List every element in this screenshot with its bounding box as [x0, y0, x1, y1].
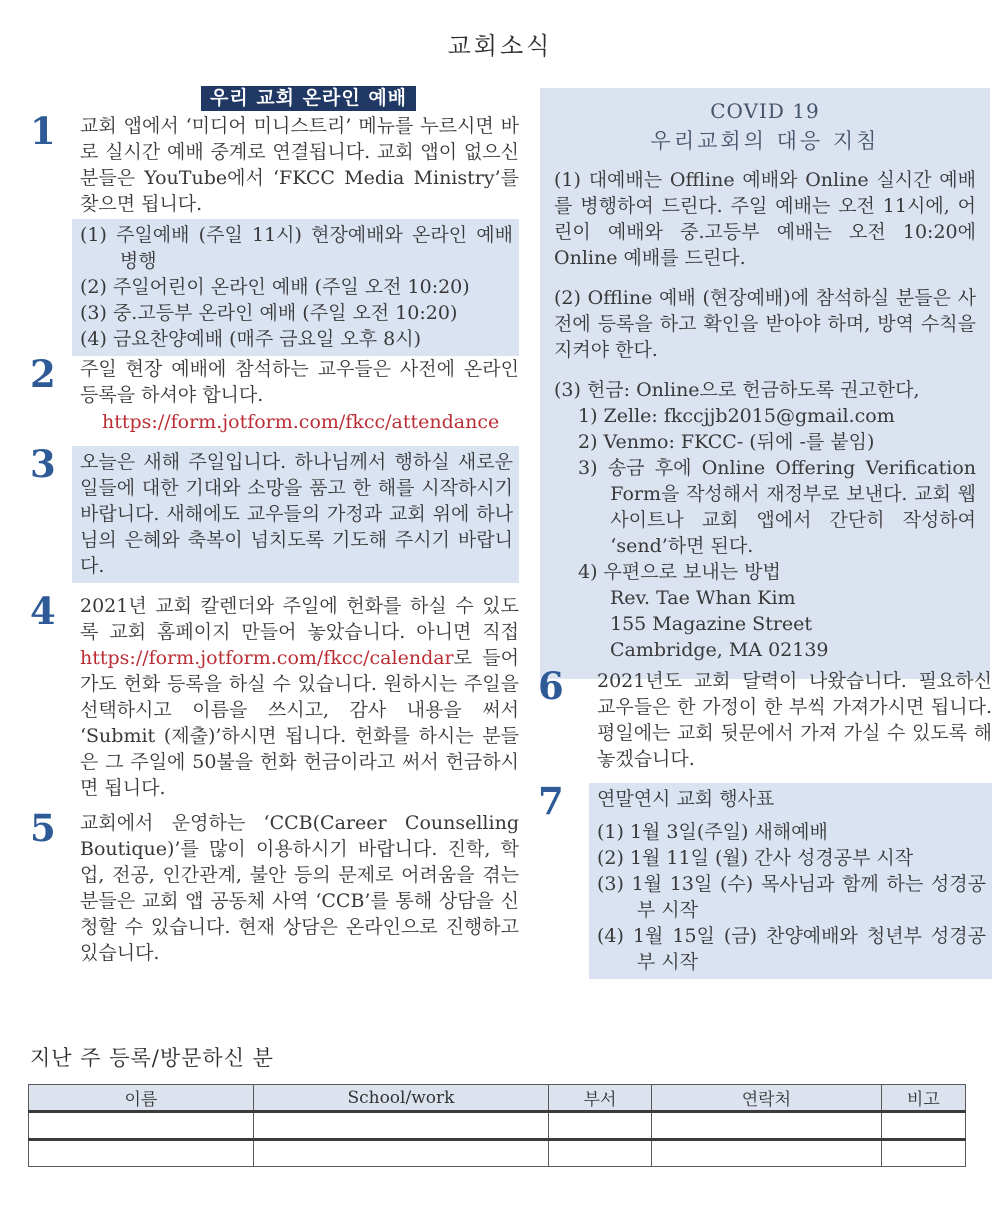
news-item-7: [538, 779, 992, 979]
item-2-number: 2: [30, 352, 56, 396]
event-entry: (3) 1월 13일 (수) 목사님과 함께 하는 성경공부 시작: [597, 873, 986, 921]
item-6-number: 6: [538, 664, 564, 708]
table-cell: [881, 1112, 965, 1140]
worship-schedule-entry: (2) 주일어린이 온라인 예배 (주일 오전 10:20): [80, 276, 470, 298]
covid-guideline-1: (1) 대예배는 Offline 예배와 Online 실시간 예배를 병행하여 드린다. 주일 예배는 오전 11시에, 어린이 예배와 중.고등부 예배는 오전 10:20에 Online 예배를 드린다.: [554, 169, 976, 269]
column-header-note: 비고: [881, 1085, 965, 1112]
events-table-heading: 연말연시 교회 행사표: [597, 788, 775, 810]
item-4-text-before: 2021년 교회 칼렌더와 주일에 헌화를 하실 수 있도록 교회 홈페이지 만들어 놓았습니다. 아니면 직접: [80, 595, 519, 643]
column-header-contact: 연락처: [652, 1085, 882, 1112]
news-item-2: [30, 352, 519, 435]
table-cell: [549, 1112, 652, 1140]
table-cell: [253, 1140, 548, 1167]
column-header-department: 부서: [549, 1085, 652, 1112]
item-5-number: 5: [30, 806, 56, 850]
covid-title: COVID 19: [710, 99, 820, 123]
event-entry: (4) 1월 15일 (금) 찬양예배와 청년부 성경공부 시작: [597, 925, 986, 973]
news-item-3: [30, 442, 519, 583]
covid-guidelines-panel: [540, 88, 990, 679]
table-cell: [652, 1112, 882, 1140]
item-6-text: 2021년도 교회 달력이 나왔습니다. 필요하신 교우들은 한 가정이 한 부씩 가져가시면 됩니다. 평일에는 교회 뒷문에서 가져 가실 수 있도록 해 놓겠습니다.: [597, 670, 992, 770]
address-street: 155 Magazine Street: [610, 613, 813, 635]
news-item-6: [538, 664, 992, 772]
offering-method-mail: 4) 우편으로 보내는 방법: [578, 561, 781, 583]
column-header-name: 이름: [29, 1085, 254, 1112]
item-3-text: 오늘은 새해 주일입니다. 하나님께서 행하실 새로운 일들에 대한 기대와 소망을 품고 한 해를 시작하시기 바랍니다. 새해에도 교우들의 가정과 교회 위에 하나님의 은혜와 축복이 넘치도록 기도해 주시기 바랍니다.: [80, 451, 513, 577]
table-cell: [253, 1112, 548, 1140]
calendar-link[interactable]: https://form.jotform.com/fkcc/calendar: [80, 647, 454, 669]
visitors-heading: 지난 주 등록/방문하신 분: [30, 1046, 274, 1070]
item-3-number: 3: [30, 442, 56, 486]
mailing-address: [554, 585, 976, 663]
visitors-table: [28, 1084, 966, 1167]
address-city: Cambridge, MA 02139: [610, 639, 829, 661]
offering-method-venmo: 2) Venmo: FKCC- (뒤에 -를 붙임): [578, 431, 875, 453]
worship-schedule-entry: (1) 주일예배 (주일 11시) 현장예배와 온라인 예배 병행: [80, 224, 513, 272]
covid-subtitle: 우리교회의 대응 지침: [650, 129, 880, 153]
table-cell: [549, 1140, 652, 1167]
item-2-text: 주일 현장 예배에 참석하는 교우들은 사전에 온라인 등록을 하셔야 합니다.: [80, 358, 519, 406]
page-title: 교회소식: [447, 32, 553, 60]
event-entry: (1) 1월 3일(주일) 새해예배: [597, 821, 828, 843]
item-4-text: [80, 593, 519, 801]
visitors-table-row: [29, 1112, 966, 1140]
worship-schedule-list: [72, 219, 519, 356]
item-1-number: 1: [30, 109, 56, 153]
table-cell: [881, 1140, 965, 1167]
offering-method-verification: 3) 송금 후에 Online Offering Verification Form을 작성해서 재정부로 보낸다. 교회 웹사이트나 교회 앱에서 간단히 작성하여 ‘send’하면 된다.: [578, 457, 976, 557]
offering-method-zelle: 1) Zelle: fkccjjb2015@gmail.com: [578, 405, 895, 427]
event-entry: (2) 1월 11일 (월) 간사 성경공부 시작: [597, 847, 914, 869]
item-4-text-after: 로 들어가도 헌화 등록을 하실 수 있습니다. 원하시는 주일을 선택하시고 이름을 쓰시고, 감사 내용을 써서 ‘Submit (제출)’하시면 됩니다. 헌화를 하시는 분들은 그 주일에 50불을 헌화 헌금이라고 써서 헌금하시면 됩니다.: [80, 647, 519, 799]
item-5-text: 교회에서 운영하는 ‘CCB(Career Counselling Boutique)’를 많이 이용하시기 바랍니다. 진학, 학업, 전공, 인간관계, 불안 등의 문제로 어려움을 겪는 분들은 교회 앱 공동체 사역 ‘CCB’를 통해 상담을 신청할 수 있습니다. 현재 상담은 온라인으로 진행하고 있습니다.: [80, 812, 519, 964]
online-worship-badge: 우리 교회 온라인 예배: [201, 86, 416, 111]
news-item-1: [30, 109, 519, 356]
visitors-table-row: [29, 1140, 966, 1167]
news-item-5: [30, 806, 519, 966]
table-cell: [652, 1140, 882, 1167]
visitors-table-header-row: [29, 1085, 966, 1112]
column-header-school-work: School/work: [253, 1085, 548, 1112]
worship-schedule-entry: (4) 금요찬양예배 (매주 금요일 오후 8시): [80, 328, 421, 350]
item-4-number: 4: [30, 589, 56, 633]
offering-methods-list: [554, 403, 976, 585]
table-cell: [29, 1140, 254, 1167]
attendance-link[interactable]: https://form.jotform.com/fkcc/attendance: [102, 411, 500, 433]
item-1-text: 교회 앱에서 ‘미디어 미니스트리’ 메뉴를 누르시면 바로 실시간 예배 중계로 연결됩니다. 교회 앱이 없으신 분들은 YouTube에서 ‘FKCC Media Ministry’를 찾으면 됩니다.: [80, 115, 519, 215]
covid-guideline-2: (2) Offline 예배 (현장예배)에 참석하실 분들은 사전에 등록을 하고 확인을 받아야 하며, 방역 수칙을 지켜야 한다.: [554, 287, 976, 361]
item-7-number: 7: [538, 779, 564, 823]
news-item-4: [30, 589, 519, 801]
address-name: Rev. Tae Whan Kim: [610, 587, 796, 609]
table-cell: [29, 1112, 254, 1140]
covid-guideline-3-head: (3) 헌금: Online으로 헌금하도록 권고한다,: [554, 379, 920, 401]
worship-schedule-entry: (3) 중.고등부 온라인 예배 (주일 오전 10:20): [80, 302, 458, 324]
